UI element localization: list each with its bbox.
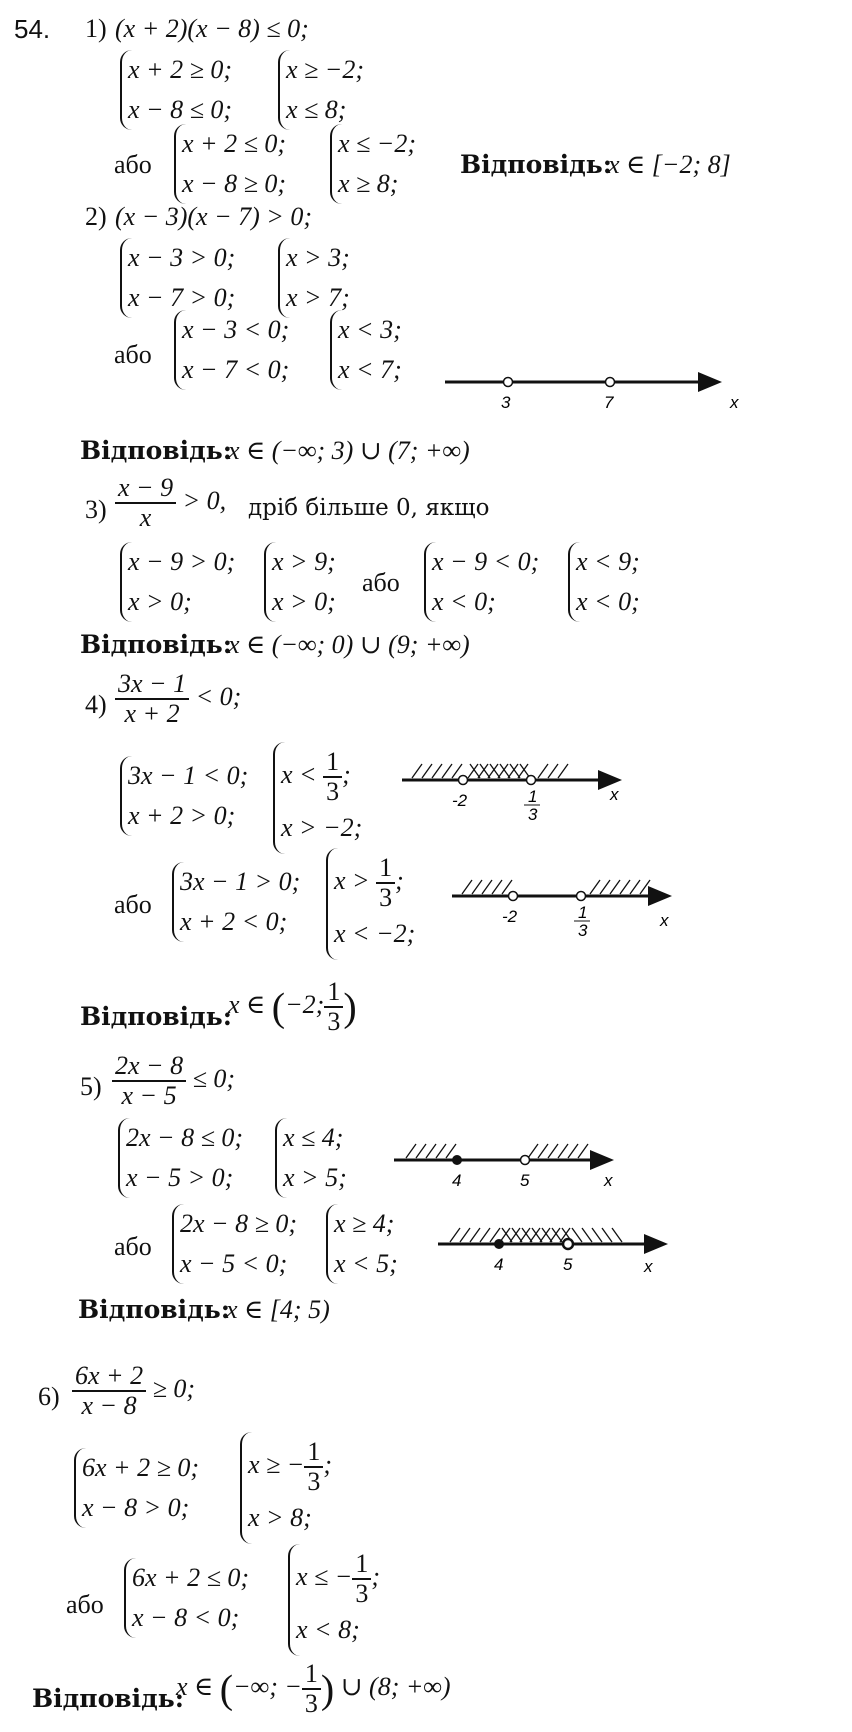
part4-number-line-b [450,874,710,940]
part5-b-label-4: 4 [494,1255,504,1274]
part2-number: 2) [85,202,107,231]
part4-b-label-minus2: -2 [502,907,518,926]
part3-number: 3) [85,495,107,524]
part5-system-b-solution: x ≥ 4; x < 5; [326,1204,398,1284]
part3-system-b: x − 9 < 0; x < 0; [424,542,539,622]
part5-b-point-5 [563,1239,573,1249]
part5-b-label-5: 5 [563,1255,573,1274]
part4-b-label-x: x [660,911,669,930]
part2-label-x: x [730,393,739,412]
part6-system-a: 6x + 2 ≥ 0; x − 8 > 0; [74,1448,199,1528]
part6-system-a-solution: x ≥ − $\frac{1}{3}$ ; x > 8; [240,1432,332,1544]
part5-a-point-4 [452,1155,462,1165]
part1-or: або [114,150,152,179]
part1-inequality: (x + 2)(x − 8) ≤ 0; [115,14,309,43]
part4-answer-label: Відповідь: [80,1002,232,1031]
problem-number: 54. [14,14,51,44]
part5-answer: x ∈ [4; 5) [226,1295,330,1324]
part3-system-b-solution: x < 9; x < 0; [568,542,640,622]
part4-number: 4) [85,690,107,719]
part6-system-b: 6x + 2 ≤ 0; x − 8 < 0; [124,1558,249,1638]
part2-or: або [114,340,152,369]
part3-system-a-solution: x > 9; x > 0; [264,542,336,622]
part6-answer-label: Відповідь: [32,1684,184,1713]
part3-or: або [362,568,400,597]
part5-a-label-4: 4 [452,1171,462,1190]
part5-system-a: 2x − 8 ≤ 0; x − 5 > 0; [118,1118,243,1198]
part2-system-a: x − 3 > 0; x − 7 > 0; [120,238,235,318]
part5-b-label-x: x [644,1257,653,1276]
part6-answer: x ∈ (−∞; − $\frac{1}{3}$ ) ∪ (8; +∞) [176,1659,451,1718]
part1-answer: x ∈ [−2; 8] [608,150,731,179]
part4-b-label-one: 1 [578,903,588,922]
part4-answer: x ∈ (−2; $\frac{1}{3}$ ) [228,977,357,1036]
part6-or: або [66,1590,104,1619]
part4-b-label-three: 3 [578,921,588,940]
part5-or: або [114,1232,152,1261]
part2-system-b-solution: x < 3; x < 7; [330,310,402,390]
part3-inequality: $\frac{x - 9}{x}$ > 0, [115,474,226,532]
part5-a-point-5 [521,1156,530,1165]
part4-system-a: 3x − 1 < 0; x + 2 > 0; [120,756,248,836]
part1-number: 1) [85,14,107,43]
part4-number-line-a [400,758,660,824]
part4-a-label-three: 3 [528,805,538,824]
part5-inequality: $\frac{2x - 8}{x - 5}$ ≤ 0; [112,1052,235,1110]
part5-system-a-solution: x ≤ 4; x > 5; [275,1118,347,1198]
part2-answer: x ∈ (−∞; 3) ∪ (7; +∞) [228,436,470,465]
part3-answer-label: Відповідь: [80,630,232,659]
part3-answer: x ∈ (−∞; 0) ∪ (9; +∞) [228,630,470,659]
part4-a-label-one: 1 [528,787,538,806]
part5-system-b: 2x − 8 ≥ 0; x − 5 < 0; [172,1204,297,1284]
part4-or: або [114,890,152,919]
part1-answer-label: Відповідь: [460,150,612,179]
part4-a-label-x: x [610,785,619,804]
part5-number-line-b [436,1222,696,1276]
part5-number: 5) [80,1072,102,1101]
part6-system-b-solution: x ≤ − $\frac{1}{3}$ ; x < 8; [288,1544,380,1656]
part6-number: 6) [38,1382,60,1411]
part4-system-a-solution: x < $\frac{1}{3}$ ; x > −2; [273,742,362,854]
part5-answer-label: Відповідь: [78,1295,230,1324]
part5-number-line-a [392,1138,642,1188]
part6-inequality: $\frac{6x + 2}{x - 8}$ ≥ 0; [72,1362,195,1420]
part1-system-b: x + 2 ≤ 0; x − 8 ≥ 0; [174,124,286,204]
part2-point-3 [504,378,513,387]
part4-inequality: $\frac{3x - 1}{x + 2}$ < 0; [115,670,241,728]
part2-label-7: 7 [604,393,614,412]
part3-system-a: x − 9 > 0; x > 0; [120,542,235,622]
part2-label-3: 3 [501,393,511,412]
part4-a-label-minus2: -2 [452,791,468,810]
part3-comment: дріб більше 0, якщо [248,495,490,521]
part4-system-b-solution: x > $\frac{1}{3}$ ; x < −2; [326,848,415,960]
part2-system-a-solution: x > 3; x > 7; [278,238,350,318]
part1-system-b-solution: x ≤ −2; x ≥ 8; [330,124,416,204]
part2-answer-label: Відповідь: [80,436,232,465]
part2-inequality: (x − 3)(x − 7) > 0; [115,202,313,231]
part1-system-a: x + 2 ≥ 0; x − 8 ≤ 0; [120,50,232,130]
part4-system-b: 3x − 1 > 0; x + 2 < 0; [172,862,300,942]
part5-a-label-5: 5 [520,1171,530,1190]
part5-a-label-x: x [604,1171,613,1190]
part2-system-b: x − 3 < 0; x − 7 < 0; [174,310,289,390]
part5-b-point-4 [494,1239,504,1249]
part2-number-line [440,360,740,410]
part2-point-7 [606,378,615,387]
part1-system-a-solution: x ≥ −2; x ≤ 8; [278,50,364,130]
